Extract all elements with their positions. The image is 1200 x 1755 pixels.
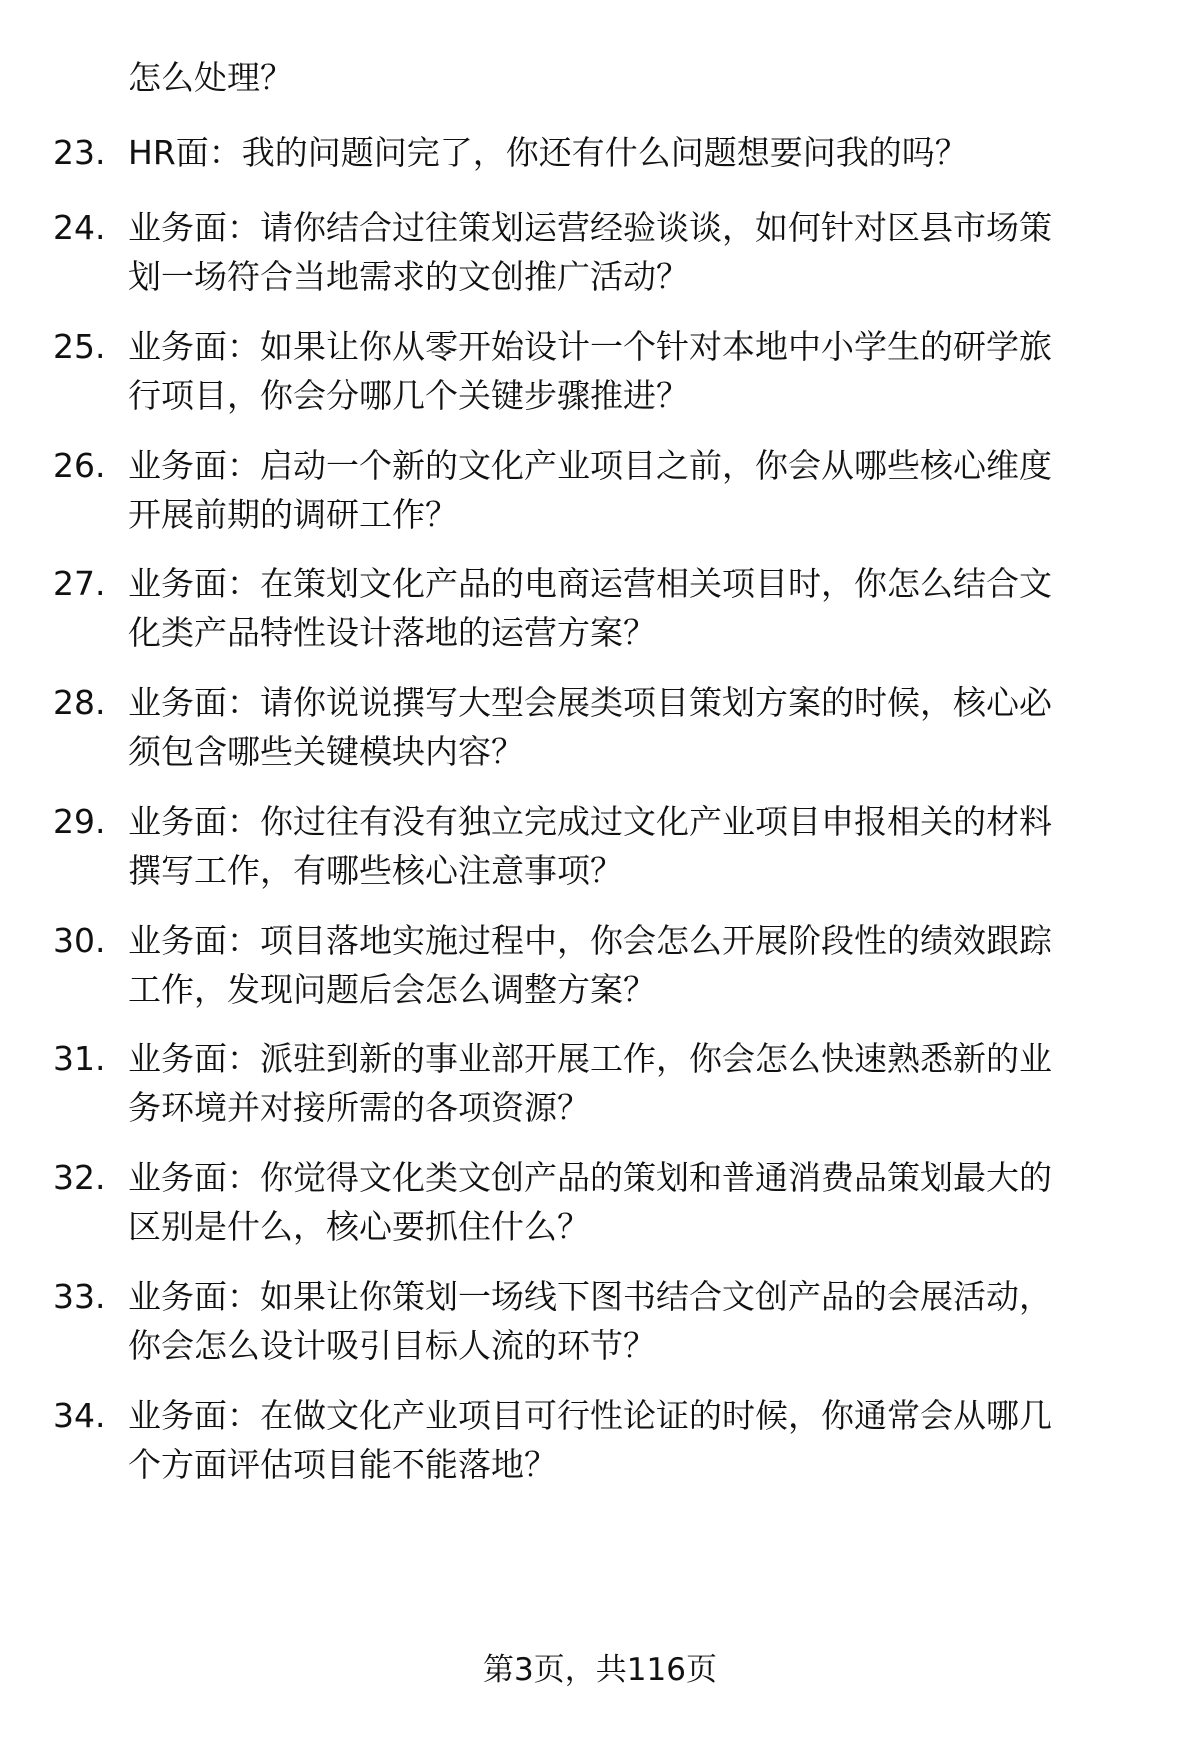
item-line: 区别是什么，核心要抓住什么？: [128, 1207, 590, 1246]
item-number: 25.: [53, 327, 106, 366]
page-number: 第3页，共116页: [483, 1652, 717, 1688]
item-line: 怎么处理？: [128, 58, 293, 97]
item-line: 业务面：你过往有没有独立完成过文化产业项目申报相关的材料: [128, 802, 1052, 841]
item-text: [128, 797, 1148, 895]
item-text: [128, 203, 1148, 301]
item-number: 30.: [53, 921, 106, 960]
item-line: 划一场符合当地需求的文创推广活动？: [128, 257, 689, 296]
item-text: [128, 128, 1148, 177]
item-line: 个方面评估项目能不能落地？: [128, 1445, 557, 1484]
item-text: [128, 916, 1148, 1014]
item-number: 31.: [53, 1039, 106, 1078]
item-number: 29.: [53, 802, 106, 841]
item-line: 业务面：请你结合过往策划运营经验谈谈，如何针对区县市场策: [128, 208, 1052, 247]
item-line: 开展前期的调研工作？: [128, 495, 458, 534]
item-number: 23.: [53, 133, 106, 172]
item-text: [128, 53, 1148, 102]
item-text: [128, 1272, 1148, 1370]
item-number: 26.: [53, 446, 106, 485]
item-line: 你会怎么设计吸引目标人流的环节？: [128, 1326, 656, 1365]
item-number: 32.: [53, 1158, 106, 1197]
item-line: 业务面：请你说说撰写大型会展类项目策划方案的时候，核心必: [128, 683, 1052, 722]
item-line: 业务面：派驻到新的事业部开展工作，你会怎么快速熟悉新的业: [128, 1039, 1052, 1078]
item-number: 27.: [53, 564, 106, 603]
item-text: [128, 441, 1148, 539]
item-number: 34.: [53, 1396, 106, 1435]
item-line: 业务面：你觉得文化类文创产品的策划和普通消费品策划最大的: [128, 1158, 1052, 1197]
item-line: 业务面：在做文化产业项目可行性论证的时候，你通常会从哪几: [128, 1396, 1052, 1435]
item-text: [128, 1153, 1148, 1251]
item-line: 须包含哪些关键模块内容？: [128, 732, 524, 771]
item-text: [128, 1391, 1148, 1489]
item-line: HR面：我的问题问完了，你还有什么问题想要问我的吗？: [128, 133, 968, 172]
item-number: 33.: [53, 1277, 106, 1316]
item-line: 务环境并对接所需的各项资源？: [128, 1088, 590, 1127]
item-line: 撰写工作，有哪些核心注意事项？: [128, 851, 623, 890]
item-number: 24.: [53, 208, 106, 247]
item-text: [128, 559, 1148, 657]
item-text: [128, 1034, 1148, 1132]
item-line: 业务面：在策划文化产品的电商运营相关项目时，你怎么结合文: [128, 564, 1052, 603]
item-line: 业务面：如果让你策划一场线下图书结合文创产品的会展活动，: [128, 1277, 1052, 1316]
item-line: 行项目，你会分哪几个关键步骤推进？: [128, 376, 689, 415]
item-line: 业务面：项目落地实施过程中，你会怎么开展阶段性的绩效跟踪: [128, 921, 1052, 960]
item-text: [128, 322, 1148, 420]
item-number: 28.: [53, 683, 106, 722]
item-line: 业务面：如果让你从零开始设计一个针对本地中小学生的研学旅: [128, 327, 1052, 366]
item-line: 化类产品特性设计落地的运营方案？: [128, 613, 656, 652]
item-text: [128, 678, 1148, 776]
item-line: 业务面：启动一个新的文化产业项目之前，你会从哪些核心维度: [128, 446, 1052, 485]
item-line: 工作，发现问题后会怎么调整方案？: [128, 970, 656, 1009]
